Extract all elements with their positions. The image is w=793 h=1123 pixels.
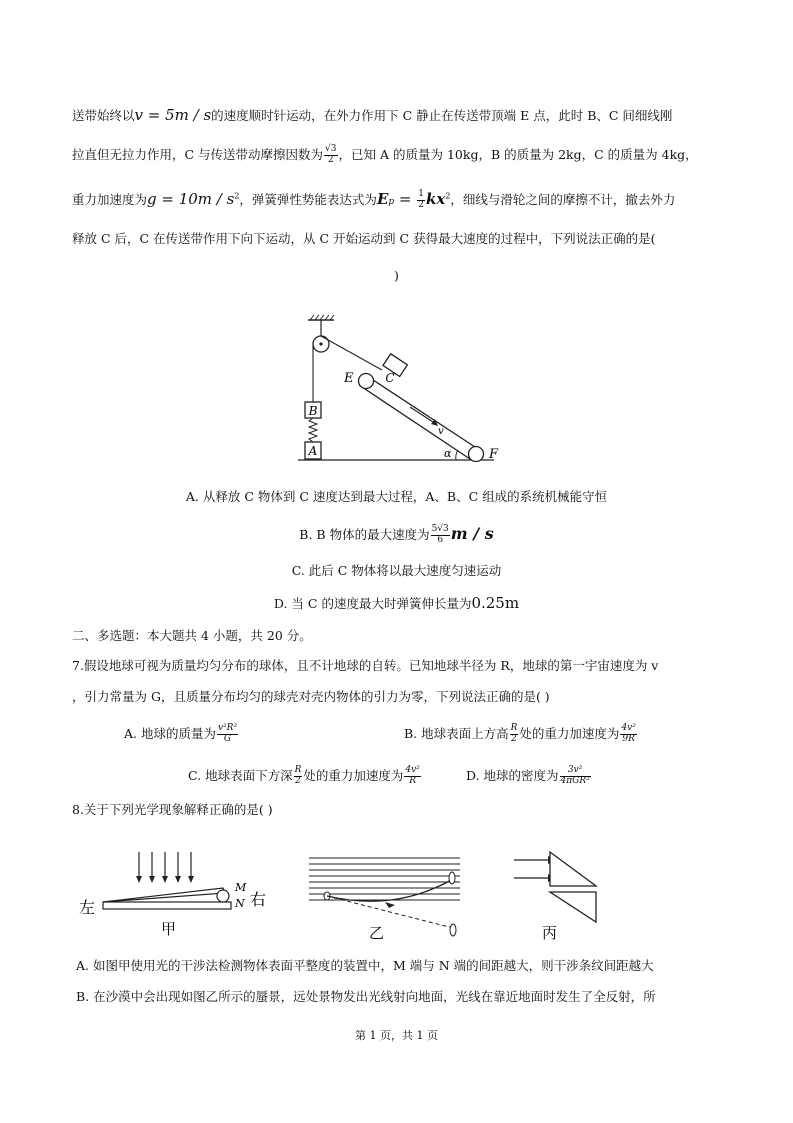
- belt-bottom: [359, 385, 470, 459]
- spacer: [217, 890, 229, 902]
- angle-arc: [456, 450, 458, 460]
- text: ，弹簧弹性势能表达式为: [239, 191, 377, 207]
- q6-option-c: C. 此后 C 物体将以最大速度匀速运动: [291, 563, 502, 578]
- formula-ep: E: [376, 189, 389, 208]
- numerator: 1: [418, 189, 424, 199]
- label-e: E: [344, 371, 354, 386]
- label-right: 右: [250, 890, 267, 909]
- figure-bing: [512, 850, 622, 942]
- fraction: [294, 766, 303, 787]
- label-m: M: [235, 881, 247, 894]
- section-heading: 二、多选题：本大题共 4 小题，共 20 分。: [72, 628, 312, 643]
- formula-gravity: g = 10m / s: [147, 189, 235, 208]
- para-line-4: 释放 C 后，C 在传送带作用下向下运动，从 C 开始运动到 C 获得最大速度的过程中，下列说法正确的是(: [72, 231, 656, 246]
- para-line-5: ): [394, 268, 399, 283]
- arrowhead: [385, 902, 395, 908]
- fraction: [404, 766, 420, 787]
- label-left: 左: [79, 898, 96, 917]
- exponent: 2: [234, 191, 240, 201]
- q8-option-a: A. 如图甲使用光的干涉法检测物体表面平整度的装置中，M 端与 N 端的间距越大，则干涉条纹间距越大: [76, 958, 654, 973]
- figure-jia: [75, 850, 275, 940]
- para-line-2: [72, 145, 698, 166]
- caption-yi: 乙: [369, 924, 385, 942]
- denominator: 2: [511, 733, 517, 744]
- air-layers: [309, 858, 460, 900]
- exponent: 2: [445, 191, 451, 201]
- pulley-axle: [319, 342, 322, 345]
- denominator: 9R: [622, 733, 635, 744]
- label-a: A: [308, 444, 318, 458]
- denominator: 2: [418, 199, 424, 210]
- text: D. 当 C 的速度最大时弹簧伸长量为: [273, 596, 472, 611]
- text: ，细线与滑轮之间的摩擦不计，撤去外力: [450, 191, 676, 207]
- fraction: [620, 724, 636, 745]
- belt-top: [364, 374, 475, 447]
- para-line-3: [72, 190, 675, 211]
- value: 0.25m: [471, 594, 520, 612]
- q6-option-a: A. 从释放 C 物体到 C 速度达到最大过程，A、B、C 组成的系统机械能守恒: [185, 489, 608, 504]
- text: ，已知 A 的质量为 10kg，B 的质量为 2kg，C 的质量为 4kg，: [338, 146, 698, 162]
- prism-top: [550, 852, 596, 886]
- fraction-half: [417, 190, 425, 211]
- label-f: F: [489, 447, 499, 462]
- denominator: 6: [437, 534, 444, 545]
- fraction: [560, 766, 591, 787]
- light-arrows: [139, 852, 191, 878]
- rope-incline: [321, 336, 382, 370]
- text: C. 地球表面下方深: [188, 767, 293, 783]
- fraction: [217, 724, 238, 745]
- numerator: 4v²: [621, 723, 636, 733]
- roller-f: [469, 447, 484, 462]
- conveyor-figure: [298, 314, 508, 466]
- q8-option-b: B. 在沙漠中会出现如图乙所示的蜃景，远处景物发出光线射向地面，光线在靠近地面时发生了全反射，所: [76, 989, 656, 1004]
- object: [449, 872, 455, 884]
- q6-option-b: [0, 525, 793, 546]
- text: A. 地球的质量为: [124, 725, 216, 741]
- label-n: N: [235, 897, 245, 910]
- image-line: [327, 896, 453, 928]
- prism-bottom: [550, 892, 596, 922]
- caption-jia: 甲: [161, 920, 177, 938]
- numerator: 4v²: [405, 765, 420, 775]
- figure-yi: [305, 854, 470, 944]
- q7-option-a: [124, 724, 239, 745]
- text: 处的重力加速度为: [519, 725, 620, 741]
- caption-bing: 丙: [542, 924, 558, 942]
- spring: [309, 418, 317, 442]
- denominator: 2: [327, 154, 334, 165]
- formula-kx: kx: [425, 189, 446, 208]
- q7-option-b: [404, 724, 638, 745]
- mirage-image: [450, 924, 456, 936]
- numerator: 5√3: [431, 524, 449, 534]
- text: 的速度顺时针运动，在外力作用下 C 静止在传送带顶端 E 点，此时 B、C 间细线刚: [211, 108, 673, 123]
- page-footer: 第 1 页，共 1 页: [355, 1029, 438, 1042]
- q6-option-d: [0, 596, 793, 611]
- numerator: R: [510, 723, 518, 733]
- label-v: v: [438, 426, 444, 437]
- q7-option-d: [466, 766, 592, 787]
- denominator: R: [409, 775, 416, 786]
- q7-stem-line-1: 7.假设地球可视为质量均匀分布的球体，且不计地球的自转。已知地球半径为 R，地球的第一宇宙速度为 v: [72, 658, 659, 673]
- denominator: 2: [295, 775, 301, 786]
- q8-stem: 8.关于下列光学现象解释正确的是( ): [72, 802, 273, 817]
- fraction: [510, 724, 519, 745]
- text: 处的重力加速度为: [303, 767, 404, 783]
- equals: =: [394, 189, 417, 208]
- text: D. 地球的密度为: [466, 767, 559, 783]
- q7-option-c: [188, 766, 422, 787]
- text: B. 地球表面上方高: [404, 725, 509, 741]
- numerator: R: [294, 765, 302, 775]
- label-c: C: [385, 371, 395, 385]
- fraction-speed: [431, 525, 450, 546]
- arrowheads: [136, 876, 194, 883]
- numerator: v²R²: [217, 723, 238, 733]
- bottom-plate: [103, 902, 231, 909]
- text: 送带始终以: [72, 108, 135, 123]
- text: B. B 物体的最大速度为: [299, 526, 430, 542]
- numerator: √3: [325, 144, 337, 154]
- roller-e: [359, 374, 374, 389]
- para-line-1: [72, 108, 672, 123]
- q7-stem-line-2: ，引力常量为 G，且质量分布均匀的球壳对壳内物体的引力为零，下列说法正确的是( ): [72, 689, 550, 704]
- denominator: 4πGR²: [560, 775, 590, 786]
- top-plate: [103, 888, 225, 902]
- denominator: G: [223, 733, 232, 744]
- label-alpha: α: [444, 447, 452, 460]
- subscript: p: [388, 196, 395, 207]
- fraction-friction: [324, 145, 337, 166]
- label-b: B: [308, 404, 318, 418]
- formula-speed: v = 5m / s: [134, 106, 212, 124]
- text: 拉直但无拉力作用，C 与传送带动摩擦因数为: [72, 146, 324, 162]
- text: 重力加速度为: [72, 191, 148, 207]
- unit: m / s: [450, 523, 494, 543]
- numerator: 3v²: [560, 766, 591, 777]
